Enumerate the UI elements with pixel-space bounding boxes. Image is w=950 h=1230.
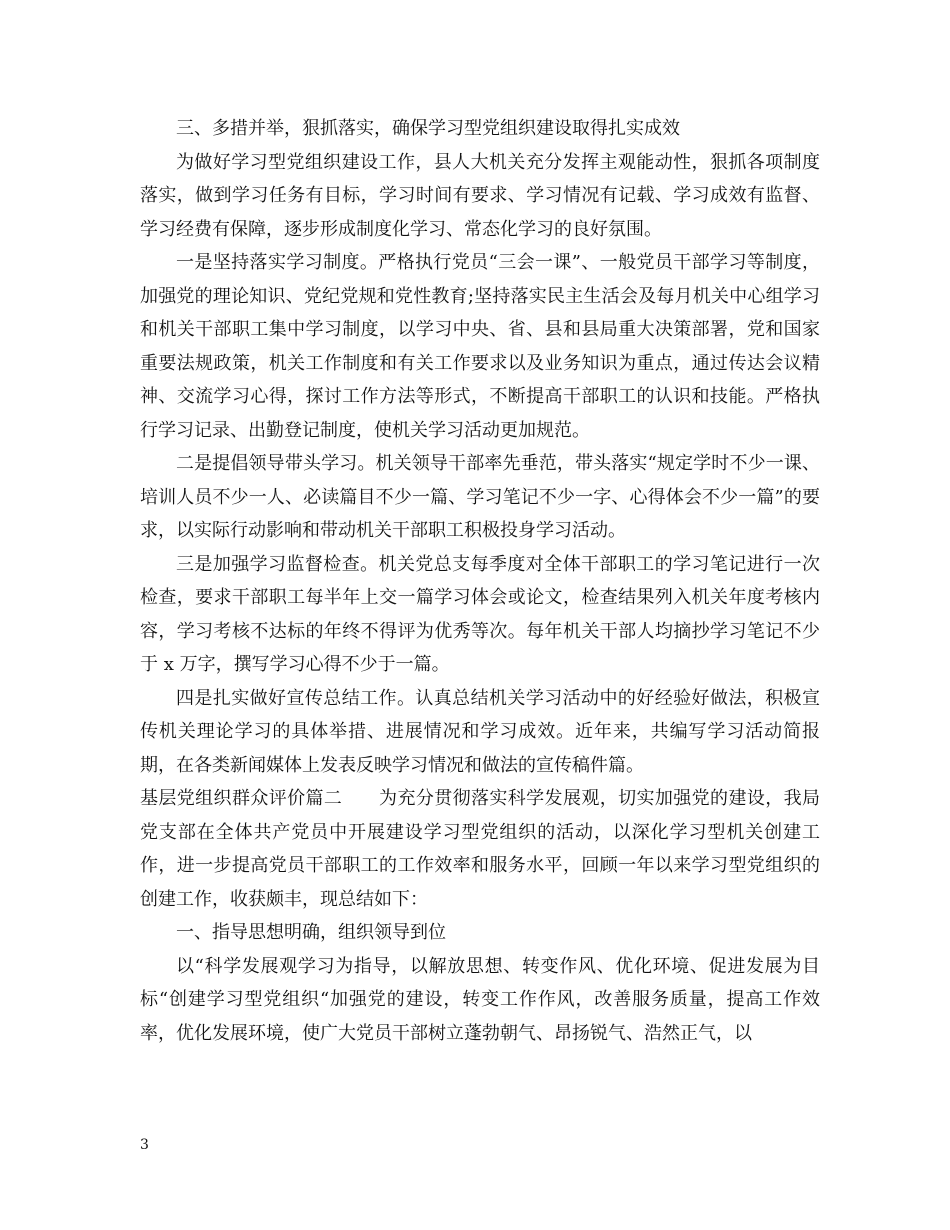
paragraph-point-4: 四是扎实做好宣传总结工作。认真总结机关学习活动中的好经验好做法，积极宣传机关理论学习的具体举措、进展情况和学习成效。近年来，共编写学习活动简报期，在各类新闻媒体上发表反映学习情况和做法的宣传稿件篇。 <box>140 687 820 776</box>
page-number: 3 <box>140 1137 149 1153</box>
document-body <box>140 112 820 1050</box>
section-heading-1: 一、指导思想明确，组织领导到位 <box>176 922 446 943</box>
paragraph-point-3: 三是加强学习监督检查。机关党总支每季度对全体干部职工的学习笔记进行一次检查，要求干部职工每半年上交一篇学习体会或论文，检查结果列入机关年度考核内容，学习考核不达标的年终不得评为优秀等次。每年机关干部人均摘抄学习笔记不少于 x 万字，撰写学习心得不少于一篇。 <box>140 553 820 675</box>
paragraph-point-1: 一是坚持落实学习制度。严格执行党员“三会一课”、一般党员干部学习等制度，加强党的理论知识、党纪党规和党性教育;坚持落实民主生活会及每月机关中心组学习和机关干部职工集中学习制度，以学习中央、省、县和县局重大决策部署，党和国家重要法规政策，机关工作制度和有关工作要求以及业务知识为重点，通过传达会议精神、交流学习心得，探讨工作方法等形式，不断提高干部职工的认识和技能。严格执行学习记录、出勤登记制度，使机关学习活动更加规范。 <box>140 252 820 441</box>
paragraph-point-2: 二是提倡领导带头学习。机关领导干部率先垂范，带头落实“规定学时不少一课、培训人员不少一人、必读篇目不少一篇、学习笔记不少一字、心得体会不少一篇”的要求，以实际行动影响和带动机关干部职工积极投身学习活动。 <box>140 453 820 541</box>
paragraph-part-two: 基层党组织群众评价篇二 为充分贯彻落实科学发展观，切实加强党的建设，我局党支部在全体共产党员中开展建设学习型党组织的活动，以深化学习型机关创建工作，进一步提高党员干部职工的工作效率和服务水平，回顾一年以来学习型党组织的创建工作，收获颇丰，现总结如下： <box>140 788 820 910</box>
section-heading-3: 三、多措并举，狠抓落实，确保学习型党组织建设取得扎实成效 <box>176 118 680 139</box>
paragraph-intro: 为做好学习型党组织建设工作，县人大机关充分发挥主观能动性，狠抓各项制度落实，做到学习任务有目标，学习时间有要求、学习情况有记载、学习成效有监督、学习经费有保障，逐步形成制度化学习、常态化学习的良好氛围。 <box>140 151 820 240</box>
paragraph-guiding-thought: 以“科学发展观学习为指导，以解放思想、转变作风、优化环境、促进发展为目标“创建学习型党组织“加强党的建设，转变工作作风，改善服务质量，提高工作效率，优化发展环境，使广大党员干部树立蓬勃朝气、昂扬锐气、浩然正气，以 <box>140 955 820 1044</box>
